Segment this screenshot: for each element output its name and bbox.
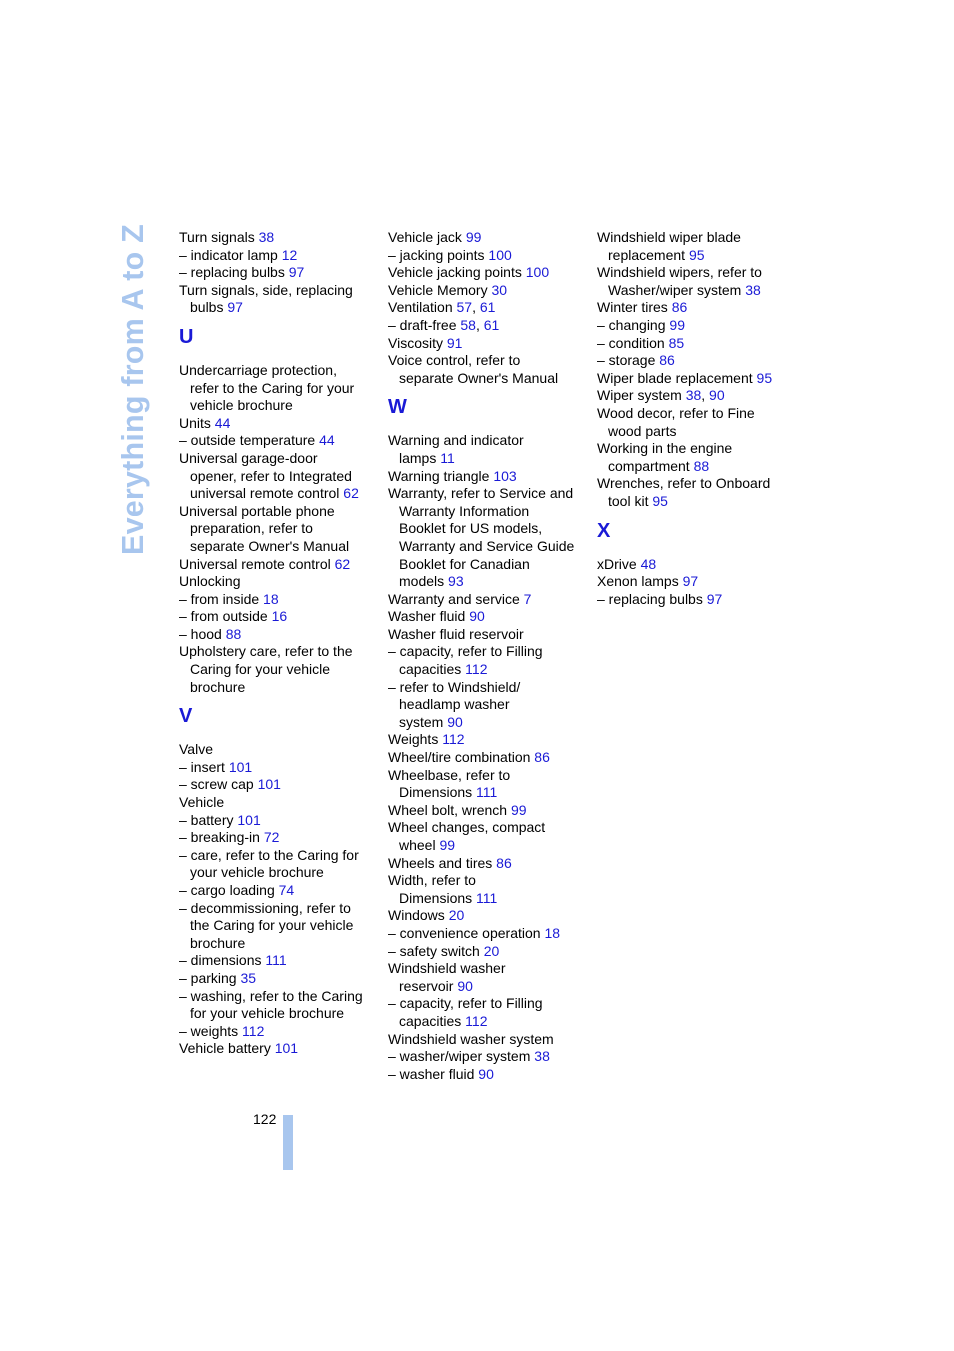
entry-text: Wood decor, refer to Fine [597, 404, 755, 421]
entry-text: Width, refer to [388, 872, 476, 889]
entry-text: Valve [179, 741, 213, 758]
entry-continuation: separate Owner's Manual [399, 369, 559, 386]
entry-text: Warning and indicator [388, 432, 524, 449]
page-ref-link[interactable]: 86 [496, 854, 512, 871]
page-accent-bar [283, 1115, 293, 1170]
entry-text: – capacity, refer to Filling [388, 995, 543, 1012]
index-entry [388, 643, 588, 678]
page-ref-link[interactable]: 18 [544, 924, 561, 941]
entry-text: – capacity, refer to Filling [388, 643, 543, 660]
page-number: 122 [253, 1111, 277, 1127]
entry-text: Ventilation [388, 299, 457, 316]
entry-text: Windshield washer [388, 960, 506, 977]
entry-continuation: models [399, 573, 449, 590]
page-ref-link[interactable]: 90 [447, 713, 463, 730]
page-ref-link[interactable]: 111 [476, 784, 498, 801]
page-ref-link[interactable]: 86 [671, 299, 688, 316]
entry-text: Vehicle [179, 794, 225, 811]
index-entry [388, 352, 588, 387]
index-entry [597, 475, 797, 510]
entry-text: Wheel changes, compact [388, 819, 546, 836]
entry-text: Windshield washer system [388, 1030, 554, 1047]
entry-text: Turn signals [179, 229, 259, 245]
entry-text: Windows [388, 907, 449, 924]
page-ref-link[interactable]: 86 [534, 749, 550, 766]
page-ref-link[interactable]: 99 [465, 229, 482, 245]
entry-text: Turn signals, side, replacing [179, 281, 353, 298]
index-entry [179, 776, 379, 794]
entry-text: Warranty and service [388, 590, 524, 607]
entry-text: Upholstery care, refer to the [179, 643, 353, 660]
index-entry [388, 335, 588, 353]
entry-text: – indicator lamp [179, 246, 282, 263]
page-ref-link[interactable]: 62 [334, 555, 351, 572]
entry-continuation: separate Owner's Manual [190, 537, 350, 554]
page-ref-separator: , [701, 387, 710, 404]
index-entry [179, 952, 379, 970]
index-entry [179, 1023, 379, 1041]
index-entry [179, 432, 379, 450]
page-ref-link[interactable]: 95 [652, 492, 668, 509]
entry-continuation: your vehicle brochure [190, 864, 324, 881]
page-ref-link[interactable]: 90 [457, 977, 473, 994]
page-ref-link[interactable]: 112 [442, 731, 465, 748]
entry-text: Undercarriage protection, [179, 361, 337, 378]
entry-text: – from inside [179, 590, 264, 607]
page-ref-link[interactable]: 38 [258, 229, 275, 245]
page-ref-link[interactable]: 103 [493, 467, 517, 484]
entry-text: Vehicle jacking points [388, 264, 526, 281]
index-entry [597, 317, 797, 335]
page-ref-link[interactable]: 16 [271, 608, 288, 625]
index-entry [179, 229, 379, 247]
index-entry [179, 794, 379, 812]
index-entry [597, 556, 797, 574]
entry-continuation: compartment [608, 457, 694, 474]
index-entry [597, 573, 797, 591]
page-ref-link[interactable]: 61 [483, 316, 500, 333]
page-ref-link[interactable]: 99 [669, 316, 685, 333]
entry-continuation: opener, refer to Integrated [190, 467, 352, 484]
index-entry [388, 679, 588, 732]
entry-continuation: Dimensions [399, 784, 477, 801]
page-ref-link[interactable]: 74 [278, 882, 295, 898]
index-entry [179, 573, 379, 591]
index-entry [388, 1048, 588, 1066]
page-ref-link[interactable]: 111 [476, 889, 498, 906]
page-ref-link[interactable]: 88 [693, 457, 710, 474]
index-entry [388, 485, 588, 591]
entry-continuation: Booklet for Canadian [399, 555, 530, 572]
page-ref-link[interactable]: 12 [281, 246, 298, 263]
index-entry [388, 229, 588, 247]
entry-text: Wheel/tire combination [388, 749, 535, 766]
index-entry [179, 900, 379, 953]
entry-text: Windshield wiper blade [597, 229, 741, 245]
page-ref-link[interactable]: 99 [439, 837, 456, 853]
index-entry [179, 626, 379, 644]
page-ref-link[interactable]: 99 [510, 801, 527, 818]
entry-continuation: universal remote control [190, 485, 344, 502]
entry-text: – condition [597, 334, 669, 351]
index-entry [388, 925, 588, 943]
page-ref-link[interactable]: 58 [460, 316, 476, 333]
index-column-1 [179, 229, 379, 1058]
entry-continuation: capacities [399, 661, 466, 678]
entry-continuation: Booklet for US models, [399, 520, 543, 537]
entry-text: – outside temperature [179, 432, 320, 449]
page-ref-link[interactable]: 44 [319, 432, 335, 449]
entry-continuation: Caring for your vehicle [190, 661, 331, 678]
index-entry [179, 282, 379, 317]
page-ref-link[interactable]: 111 [265, 952, 287, 969]
entry-continuation: refer to the Caring for your [190, 379, 355, 396]
entry-continuation: Warranty and Service Guide [399, 537, 575, 554]
entry-text: Wrenches, refer to Onboard [597, 475, 771, 492]
index-entry [388, 995, 588, 1030]
page-ref-link[interactable]: 97 [227, 299, 243, 316]
index-entry [179, 759, 379, 777]
entry-continuation: bulbs [190, 299, 228, 316]
entry-continuation: brochure [190, 678, 246, 695]
index-entry [179, 556, 379, 574]
entry-text: Universal garage-door [179, 449, 318, 466]
entry-continuation: capacities [399, 1012, 466, 1029]
entry-text: Wheels and tires [388, 854, 497, 871]
entry-text: – insert [179, 758, 229, 775]
entry-text: – storage [597, 352, 660, 369]
entry-text: – safety switch [388, 942, 484, 959]
entry-continuation: wheel [399, 837, 440, 853]
index-entry [179, 988, 379, 1023]
index-entry [179, 882, 379, 900]
page-ref-link[interactable]: 101 [228, 758, 253, 775]
index-entry [388, 960, 588, 995]
entry-text: – from outside [179, 608, 272, 625]
page-ref-separator: , [472, 299, 480, 316]
page-ref-link[interactable]: 48 [640, 555, 657, 572]
index-column-2 [388, 229, 588, 1083]
page-ref-link[interactable]: 35 [240, 969, 257, 986]
index-entry [179, 643, 379, 696]
page-ref-link[interactable]: 90 [478, 1065, 494, 1082]
entry-continuation: reservoir [399, 977, 458, 994]
page-ref-link[interactable]: 18 [263, 590, 279, 607]
page-ref-link[interactable]: 90 [709, 387, 725, 404]
index-entry [388, 299, 588, 317]
index-entry [388, 855, 588, 873]
index-entry [597, 370, 797, 388]
entry-text: – parking [179, 969, 241, 986]
index-entry [179, 741, 379, 759]
page-ref-link[interactable]: 30 [491, 281, 508, 298]
entry-text: – washer/wiper system [388, 1048, 535, 1065]
entry-text: – breaking-in [179, 829, 264, 846]
entry-continuation: replacement [608, 246, 689, 263]
entry-continuation: tool kit [608, 492, 653, 509]
entry-continuation: lamps [399, 449, 441, 466]
index-entry [597, 264, 797, 299]
page-ref-link[interactable]: 86 [659, 352, 675, 369]
side-title [115, 223, 150, 555]
index-entry [179, 450, 379, 503]
index-entry [179, 247, 379, 265]
entry-text: – replacing bulbs [597, 590, 707, 607]
entry-continuation: the Caring for your vehicle [190, 917, 354, 934]
entry-text: – washer fluid [388, 1065, 479, 1082]
index-entry [179, 591, 379, 609]
entry-text: Winter tires [597, 299, 672, 316]
index-entry [388, 907, 588, 925]
page-ref-link[interactable]: 97 [682, 573, 699, 590]
page-ref-link[interactable]: 38 [745, 281, 761, 298]
index-entry [179, 847, 379, 882]
index-entry [388, 1066, 588, 1084]
entry-text: – convenience operation [388, 924, 545, 941]
entry-continuation: Dimensions [399, 889, 477, 906]
index-entry [388, 626, 588, 644]
page-ref-link[interactable]: 44 [214, 414, 231, 431]
index-entry [597, 229, 797, 264]
index-entry [597, 440, 797, 475]
page-ref-link[interactable]: 95 [756, 369, 773, 386]
entry-continuation: brochure [190, 934, 246, 951]
entry-text: Wiper blade replacement [597, 369, 757, 386]
entry-text: xDrive [597, 555, 641, 572]
page-ref-link[interactable]: 101 [257, 776, 281, 793]
page-ref-link[interactable]: 97 [288, 264, 305, 281]
index-entry [388, 608, 588, 626]
index-entry [388, 819, 588, 854]
entry-text: – washing, refer to the Caring [179, 987, 363, 1004]
page-ref-link[interactable]: 57 [456, 299, 473, 316]
entry-text: Universal remote control [179, 555, 335, 572]
index-entry [388, 591, 588, 609]
entry-continuation: wood parts [608, 422, 677, 439]
entry-text: Vehicle Memory [388, 281, 492, 298]
entry-text: Unlocking [179, 573, 241, 590]
page-ref-link[interactable]: 112 [465, 1012, 488, 1029]
entry-text: Xenon lamps [597, 573, 683, 590]
page-ref-link[interactable]: 101 [274, 1040, 299, 1057]
entry-continuation: headlamp washer [399, 696, 510, 713]
entry-text: Viscosity [388, 334, 447, 351]
index-entry [388, 317, 588, 335]
index-entry [388, 767, 588, 802]
entry-text: – hood [179, 625, 226, 642]
index-entry [179, 1040, 379, 1058]
entry-text: Wheel bolt, wrench [388, 801, 511, 818]
index-entry [388, 872, 588, 907]
index-entry [388, 943, 588, 961]
entry-text: – replacing bulbs [179, 264, 289, 281]
index-entry [179, 415, 379, 433]
index-entry [179, 362, 379, 415]
page-ref-link[interactable]: 95 [688, 246, 705, 263]
entry-continuation: vehicle brochure [190, 397, 293, 414]
entry-continuation: system [399, 713, 448, 730]
page-ref-separator: , [475, 316, 484, 333]
index-entry [179, 812, 379, 830]
index-entry [388, 468, 588, 486]
page-ref-link[interactable]: 72 [263, 829, 280, 846]
entry-text: – weights [179, 1022, 243, 1039]
entry-text: – jacking points [388, 246, 489, 263]
page-ref-link[interactable]: 7 [523, 590, 532, 607]
index-entry [597, 352, 797, 370]
page-ref-link[interactable]: 20 [448, 907, 465, 924]
entry-text: – dimensions [179, 952, 266, 969]
entry-text: – cargo loading [179, 882, 279, 898]
entry-text: – draft-free [388, 316, 461, 333]
entry-text: Universal portable phone [179, 502, 335, 519]
index-entry [179, 608, 379, 626]
index-entry [597, 335, 797, 353]
entry-text: Washer fluid reservoir [388, 625, 524, 642]
index-entry [388, 247, 588, 265]
entry-text: – refer to Windshield/ [388, 678, 521, 695]
page-ref-link[interactable]: 100 [488, 246, 512, 263]
section-letter: V [179, 705, 193, 728]
entry-text: Weights [388, 731, 443, 748]
entry-text: Wheelbase, refer to [388, 766, 511, 783]
side-title-text: Everything from A to Z [115, 223, 150, 555]
entry-text: Warning triangle [388, 467, 494, 484]
page-ref-link[interactable]: 90 [469, 608, 485, 625]
page-ref-link[interactable]: 97 [706, 590, 723, 607]
index-entry [388, 749, 588, 767]
index-entry [388, 1031, 588, 1049]
page-ref-link[interactable]: 62 [343, 485, 359, 502]
entry-continuation: Warranty Information [399, 502, 530, 519]
entry-text: Washer fluid [388, 608, 470, 625]
entry-continuation: Washer/wiper system [608, 281, 746, 298]
page-ref-link[interactable]: 85 [668, 334, 685, 351]
index-entry [597, 591, 797, 609]
page-ref-link[interactable]: 11 [440, 449, 455, 466]
page-ref-link[interactable]: 93 [448, 573, 464, 590]
index-entry [597, 299, 797, 317]
index-entry [179, 503, 379, 556]
index-entry [179, 264, 379, 282]
page-ref-link[interactable]: 91 [446, 334, 463, 351]
entry-text: – battery [179, 811, 238, 828]
index-entry [597, 405, 797, 440]
entry-text: Wiper system [597, 387, 686, 404]
page-ref-link[interactable]: 88 [225, 625, 242, 642]
page-ref-link[interactable]: 112 [465, 661, 488, 678]
page-ref-link[interactable]: 101 [237, 811, 261, 828]
entry-text: – changing [597, 316, 670, 333]
entry-text: Units [179, 414, 215, 431]
entry-continuation: for your vehicle brochure [190, 1005, 345, 1022]
entry-text: Warranty, refer to Service and [388, 485, 574, 502]
entry-text: Windshield wipers, refer to [597, 264, 762, 281]
entry-text: – screw cap [179, 776, 258, 793]
page-ref-link[interactable]: 112 [242, 1022, 265, 1039]
entry-continuation: preparation, refer to [190, 520, 313, 537]
index-column-3 [597, 229, 797, 608]
entry-text: – care, refer to the Caring for [179, 846, 359, 863]
index-entry [388, 432, 588, 467]
page-ref-link[interactable]: 61 [479, 299, 496, 316]
entry-text: Voice control, refer to [388, 352, 521, 369]
index-entry [388, 282, 588, 300]
page-ref-link[interactable]: 100 [525, 264, 550, 281]
section-letter: W [388, 396, 407, 419]
entry-text: – decommissioning, refer to [179, 899, 351, 916]
entry-text: Vehicle jack [388, 229, 466, 245]
entry-text: Vehicle battery [179, 1040, 275, 1057]
index-entry [179, 970, 379, 988]
entry-text: Working in the engine [597, 440, 733, 457]
section-letter: U [179, 325, 194, 348]
index-entry [179, 829, 379, 847]
index-entry [597, 387, 797, 405]
page-ref-link[interactable]: 38 [534, 1048, 550, 1065]
index-entry [388, 264, 588, 282]
index-entry [388, 731, 588, 749]
page-ref-link[interactable]: 38 [685, 387, 702, 404]
section-letter: X [597, 519, 611, 542]
index-entry [388, 802, 588, 820]
page-ref-link[interactable]: 20 [483, 942, 500, 959]
